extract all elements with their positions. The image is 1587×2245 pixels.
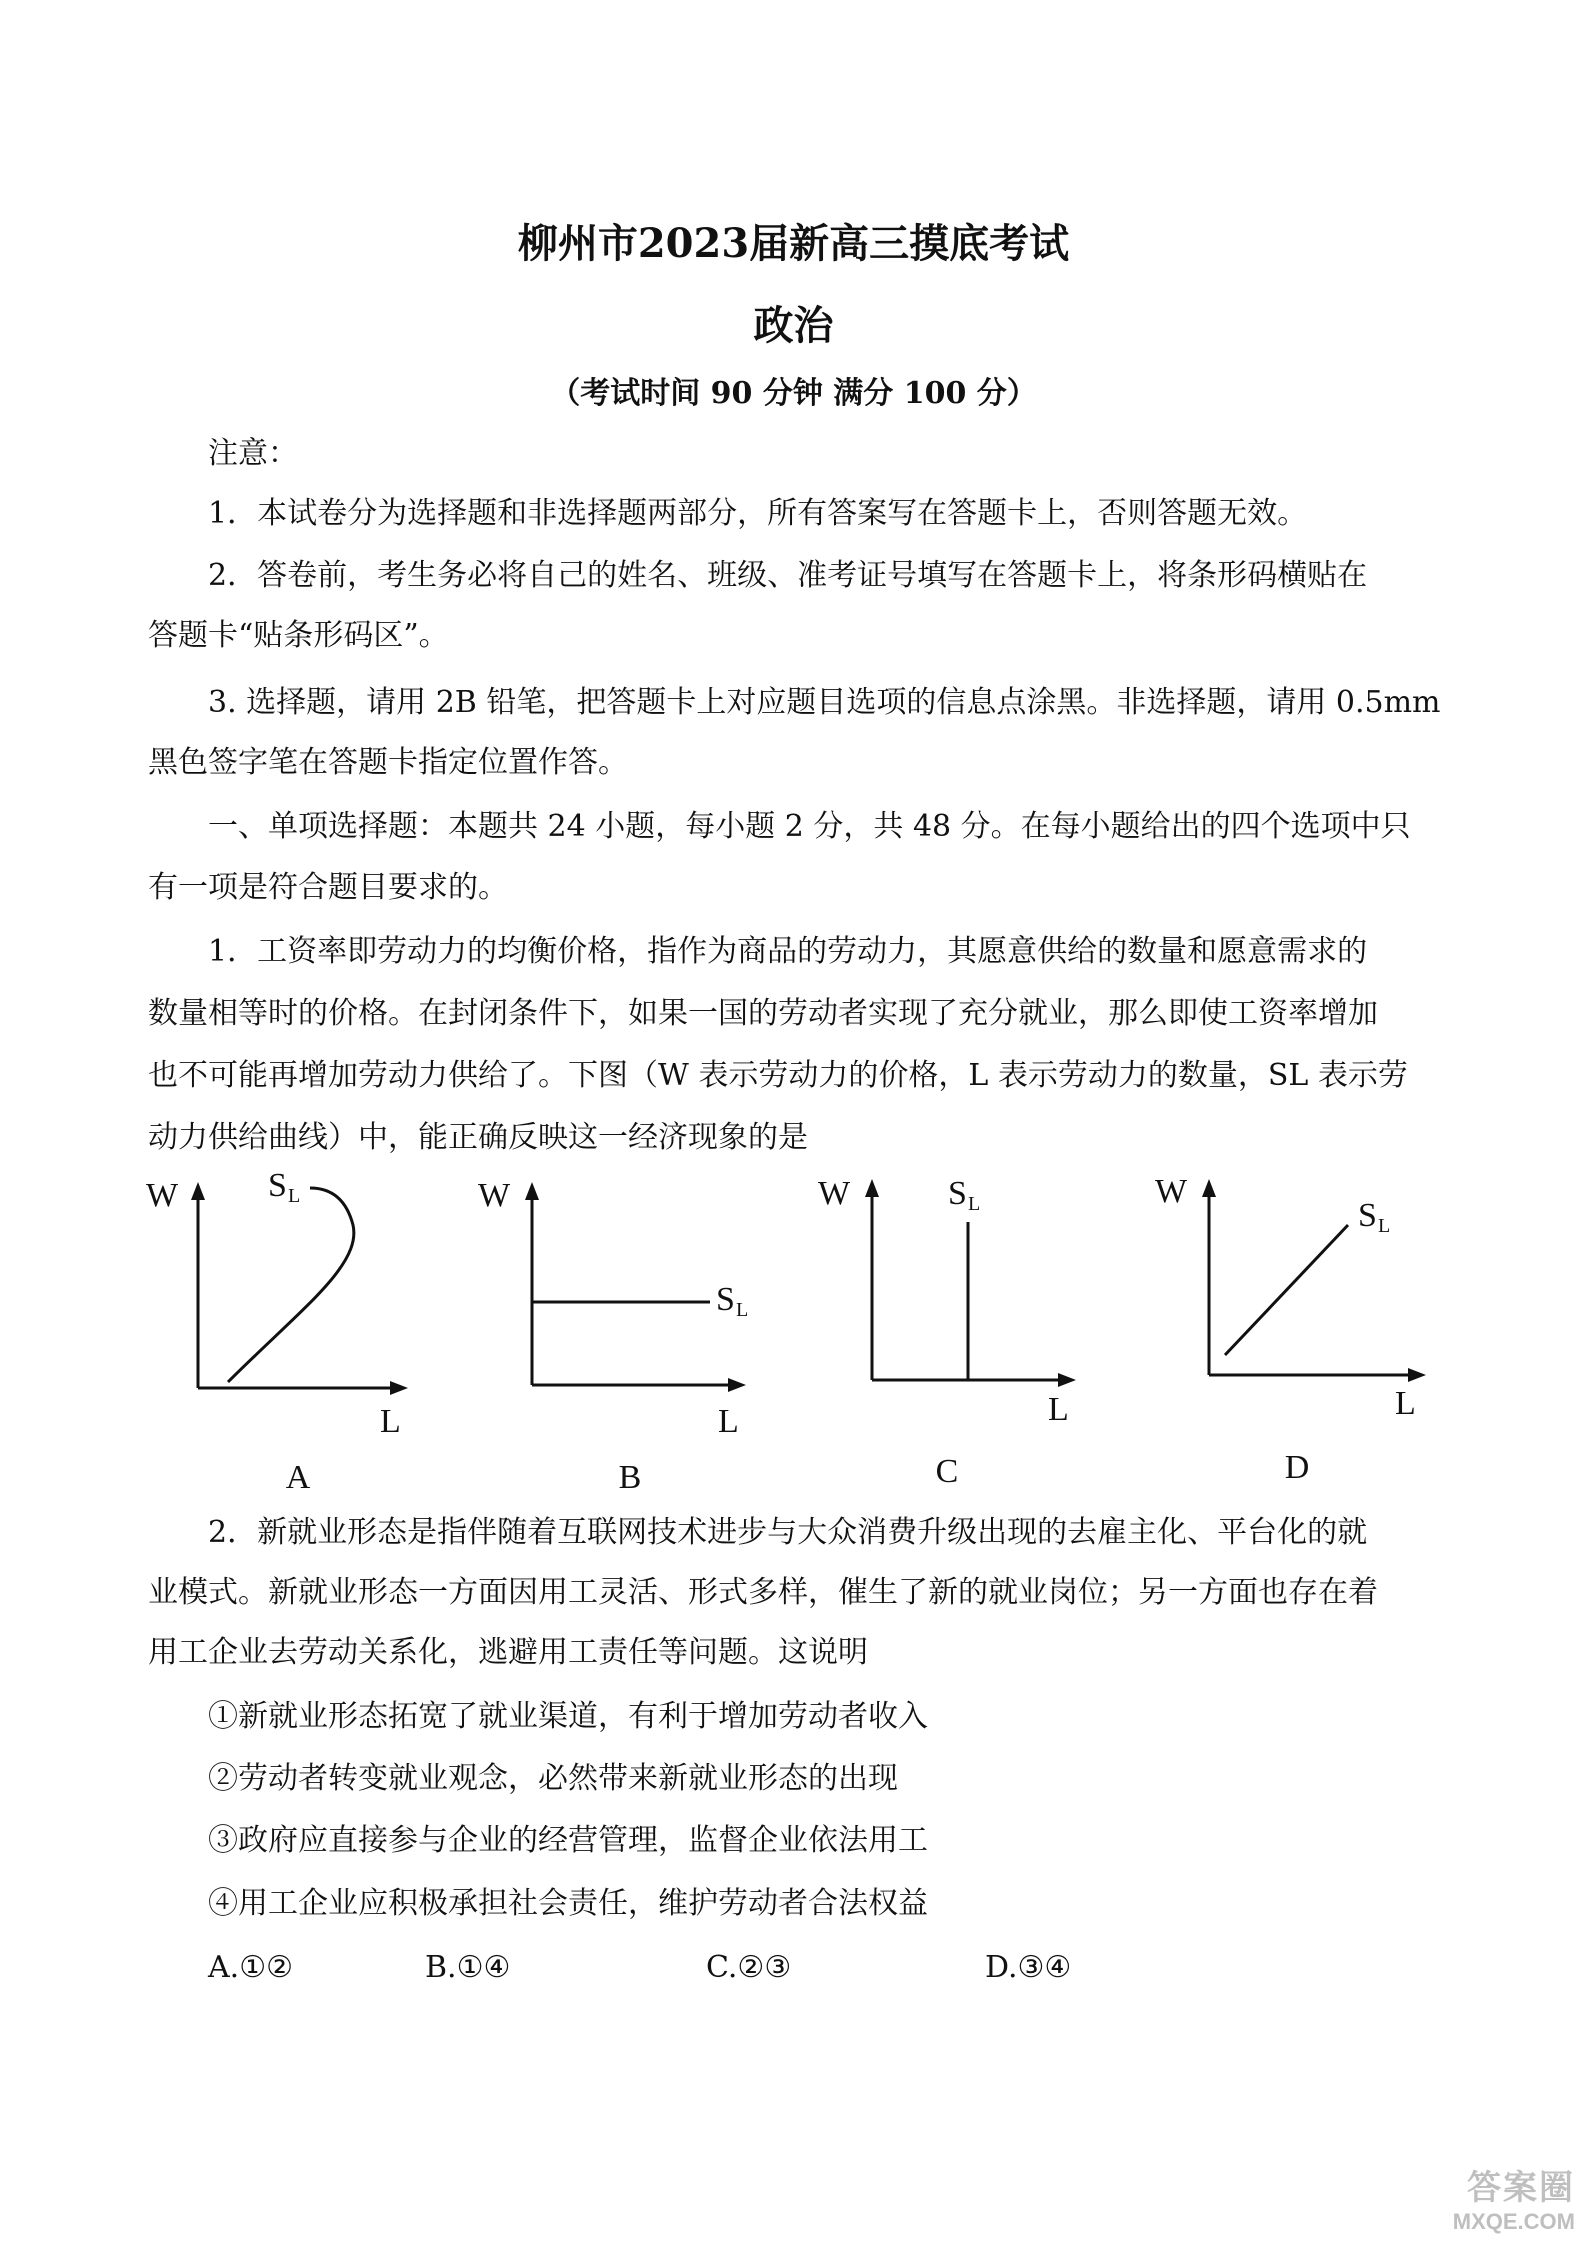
q2-statement-4: ④用工企业应积极承担社会责任，维护劳动者合法权益 — [208, 1886, 928, 1921]
graph-b-y-arrow — [525, 1182, 539, 1200]
notice-item-1: 1．本试卷分为选择题和非选择题两部分，所有答案写在答题卡上，否则答题无效。 — [208, 496, 1308, 531]
graph-d-x-arrow — [1408, 1368, 1426, 1382]
notice-heading: 注意： — [208, 436, 298, 471]
q2-option-c: C.②③ — [706, 1950, 792, 1985]
graph-c-y-label: W — [818, 1175, 851, 1212]
graph-a-x-arrow — [390, 1381, 408, 1395]
section1-instructions-b: 有一项是符合题目要求的。 — [148, 870, 508, 905]
q1-stem-b: 数量相等时的价格。在封闭条件下，如果一国的劳动者实现了充分就业，那么即使工资率增加 — [148, 996, 1378, 1031]
graph-a-option: A — [285, 1459, 311, 1496]
graph-a-svg — [140, 1167, 430, 1510]
graph-d-y-arrow — [1202, 1179, 1216, 1197]
graph-c-option: C — [935, 1453, 959, 1490]
graph-a-y-label: W — [146, 1177, 179, 1214]
graph-c-y-arrow — [865, 1179, 879, 1197]
graph-c-curve-label: S — [948, 1175, 967, 1212]
q2-stem-b: 业模式。新就业形态一方面因用工灵活、形式多样，催生了新的就业岗位；另一方面也存在着 — [148, 1575, 1378, 1610]
graph-b-curve-sub: L — [736, 1299, 749, 1321]
graph-d-curve-sub: L — [1378, 1215, 1391, 1237]
graph-a-y-arrow — [191, 1182, 205, 1200]
graph-d-supply-curve — [1225, 1225, 1348, 1355]
q1-stem-a: 1．工资率即劳动力的均衡价格，指作为商品的劳动力，其愿意供给的数量和愿意需求的 — [208, 934, 1368, 969]
q2-stem-c: 用工企业去劳动关系化，逃避用工责任等问题。这说明 — [148, 1635, 868, 1670]
notice-item-3b: 黑色签字笔在答题卡指定位置作答。 — [148, 745, 628, 780]
watermark-brand: 答案圈 — [1467, 2169, 1575, 2207]
q2-statement-3: ③政府应直接参与企业的经营管理，监督企业依法用工 — [208, 1823, 928, 1858]
graph-a-supply-curve — [228, 1188, 354, 1382]
q1-stem-d: 动力供给曲线）中，能正确反映这一经济现象的是 — [148, 1120, 808, 1155]
graph-b-y-label: W — [478, 1177, 511, 1214]
graph-b-x-label: L — [718, 1403, 739, 1440]
graph-d-curve-label: S — [1358, 1197, 1377, 1234]
notice-item-3a: 3. 选择题，请用 2B 铅笔，把答题卡上对应题目选项的信息点涂黑。非选择题，请用 0.5mm — [208, 685, 1441, 720]
graph-d-y-label: W — [1155, 1173, 1188, 1210]
graph-c — [810, 1170, 1100, 1510]
watermark — [1453, 2160, 1575, 2235]
graph-c-svg — [810, 1170, 1100, 1510]
graph-d — [1145, 1170, 1445, 1510]
graph-b-option: B — [618, 1459, 642, 1496]
q2-statement-2: ②劳动者转变就业观念，必然带来新就业形态的出现 — [208, 1761, 898, 1796]
graph-a — [140, 1167, 430, 1510]
notice-item-2b: 答题卡“贴条形码区”。 — [148, 618, 449, 653]
graph-d-svg — [1145, 1170, 1445, 1510]
graph-a-curve-label: S — [268, 1167, 287, 1204]
exam-duration: （考试时间 90 分钟 满分 100 分） — [550, 376, 1037, 411]
graph-b-curve-label: S — [716, 1281, 735, 1318]
watermark-url: MXQE.COM — [1452, 2209, 1575, 2234]
graph-c-x-arrow — [1058, 1373, 1076, 1387]
graph-b-x-arrow — [728, 1378, 746, 1392]
q2-stem-a: 2．新就业形态是指伴随着互联网技术进步与大众消费升级出现的去雇主化、平台化的就 — [208, 1515, 1368, 1550]
exam-subject: 政治 — [753, 302, 834, 349]
graph-a-curve-sub: L — [288, 1185, 301, 1207]
q2-option-a: A.①② — [208, 1950, 293, 1985]
graph-c-curve-sub: L — [968, 1193, 981, 1215]
exam-title: 柳州市2023届新高三摸底考试 — [517, 220, 1070, 267]
notice-item-2a: 2．答卷前，考生务必将自己的姓名、班级、准考证号填写在答题卡上，将条形码横贴在 — [208, 558, 1368, 593]
section1-instructions-a: 一、单项选择题：本题共 24 小题，每小题 2 分，共 48 分。在每小题给出的四个选项中只 — [208, 809, 1411, 844]
graph-b-svg — [470, 1170, 770, 1510]
q2-option-d: D.③④ — [985, 1950, 1072, 1985]
q2-statement-1: ①新就业形态拓宽了就业渠道，有利于增加劳动者收入 — [208, 1699, 928, 1734]
graph-d-option: D — [1284, 1449, 1310, 1486]
graph-c-x-label: L — [1048, 1391, 1069, 1428]
graph-b — [470, 1170, 770, 1510]
q2-option-b: B.①④ — [425, 1950, 511, 1985]
graph-a-x-label: L — [380, 1403, 401, 1440]
q1-stem-c: 也不可能再增加劳动力供给了。下图（W 表示劳动力的价格，L 表示劳动力的数量，SL 表示劳 — [148, 1058, 1408, 1093]
graph-d-x-label: L — [1395, 1385, 1416, 1422]
